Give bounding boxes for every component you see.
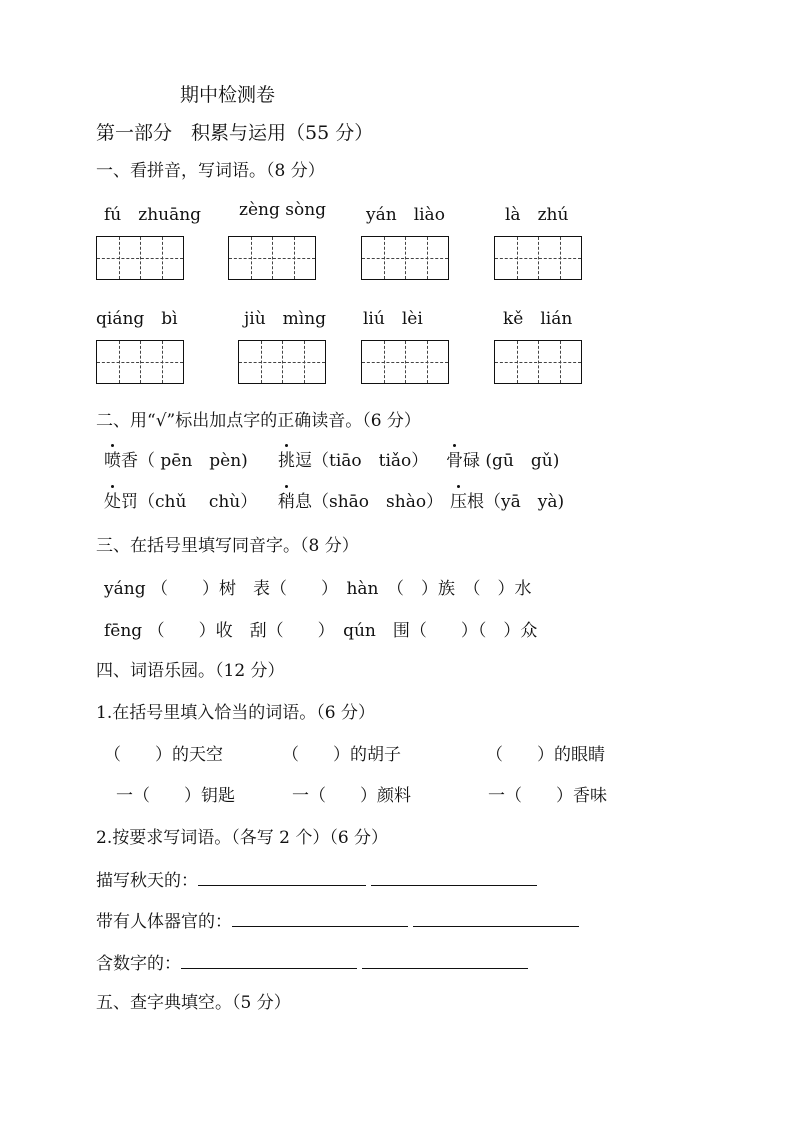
fill-item[interactable]: （ ）的眼睛 <box>486 745 605 765</box>
homophone-line[interactable]: fēng （ ）收 刮（ ） qún 围（ ）（ ）众 <box>104 621 538 641</box>
writing-box[interactable] <box>494 236 582 280</box>
homophone-line[interactable]: yáng （ ）树 表（ ） hàn （ ）族 （ ）水 <box>104 579 532 599</box>
writing-box[interactable] <box>228 236 316 280</box>
section5-heading: 五、查字典填空。（5 分） <box>96 993 291 1013</box>
answer-line[interactable] <box>362 954 528 969</box>
pinyin-label: là zhú <box>505 205 569 225</box>
dotted-char: 挑 <box>278 446 295 471</box>
section1-heading: 一、看拼音，写词语。（8 分） <box>96 161 325 181</box>
question-2: 2.按要求写词语。（各写 2 个）（6 分） <box>96 828 389 848</box>
reading-item: 喷香（ pēn pèn) <box>104 446 248 471</box>
answer-line[interactable] <box>371 871 537 886</box>
pinyin-options[interactable]: chǔ chù） <box>155 492 258 512</box>
pinyin-options[interactable]: shāo shào） <box>329 492 444 512</box>
reading-item: 压根（yā yà) <box>450 487 564 512</box>
writing-box[interactable] <box>96 236 184 280</box>
section2-heading: 二、用“√”标出加点字的正确读音。（6 分） <box>96 411 421 431</box>
section3-heading: 三、在括号里填写同音字。（8 分） <box>96 536 359 556</box>
pinyin-options[interactable]: yā yà) <box>501 492 565 512</box>
reading-item: 稍息（shāo shào） <box>278 487 443 512</box>
reading-item: 挑逗（tiāo tiǎo） <box>278 446 428 471</box>
writing-box[interactable] <box>96 340 184 384</box>
writing-box[interactable] <box>238 340 326 384</box>
word-task: 含数字的： <box>96 949 528 974</box>
pinyin-label: liú lèi <box>363 309 423 329</box>
dotted-char: 压 <box>450 487 467 512</box>
answer-line[interactable] <box>232 912 408 927</box>
answer-line[interactable] <box>181 954 357 969</box>
dotted-char: 稍 <box>278 487 295 512</box>
fill-item[interactable]: （ ）的天空 <box>104 745 223 765</box>
page-title: 期中检测卷 <box>180 84 276 106</box>
writing-box[interactable] <box>494 340 582 384</box>
pinyin-label: qiáng bì <box>96 309 178 329</box>
pinyin-options[interactable]: (gū gǔ) <box>480 451 560 471</box>
pinyin-options[interactable]: pēn pèn) <box>155 451 248 471</box>
fill-item[interactable]: （ ）的胡子 <box>282 745 401 765</box>
pinyin-label: yán liào <box>366 205 445 225</box>
part-heading: 第一部分 积累与运用（55 分） <box>96 122 374 144</box>
word-task: 带有人体器官的： <box>96 907 579 932</box>
pinyin-label: fú zhuāng <box>104 205 202 225</box>
pinyin-label: zèng sòng <box>239 200 327 220</box>
reading-item: 处罚（chǔ chù） <box>104 487 257 512</box>
question-1: 1.在括号里填入恰当的词语。（6 分） <box>96 703 375 723</box>
section4-heading: 四、词语乐园。（12 分） <box>96 661 285 681</box>
dotted-char: 处 <box>104 487 121 512</box>
fill-item[interactable]: 一（ ）钥匙 <box>116 786 235 806</box>
word-task: 描写秋天的： <box>96 866 537 891</box>
dotted-char: 喷 <box>104 446 121 471</box>
writing-box[interactable] <box>361 236 449 280</box>
dotted-char: 骨 <box>446 446 463 471</box>
pinyin-label: kě lián <box>503 309 573 329</box>
answer-line[interactable] <box>413 912 579 927</box>
fill-item[interactable]: 一（ ）颜料 <box>292 786 411 806</box>
fill-item[interactable]: 一（ ）香味 <box>488 786 607 806</box>
answer-line[interactable] <box>198 871 366 886</box>
pinyin-options[interactable]: tiāo tiǎo） <box>329 451 429 471</box>
writing-box[interactable] <box>361 340 449 384</box>
pinyin-label: jiù mìng <box>244 309 327 329</box>
reading-item: 骨碌 (gū gǔ) <box>446 446 559 471</box>
